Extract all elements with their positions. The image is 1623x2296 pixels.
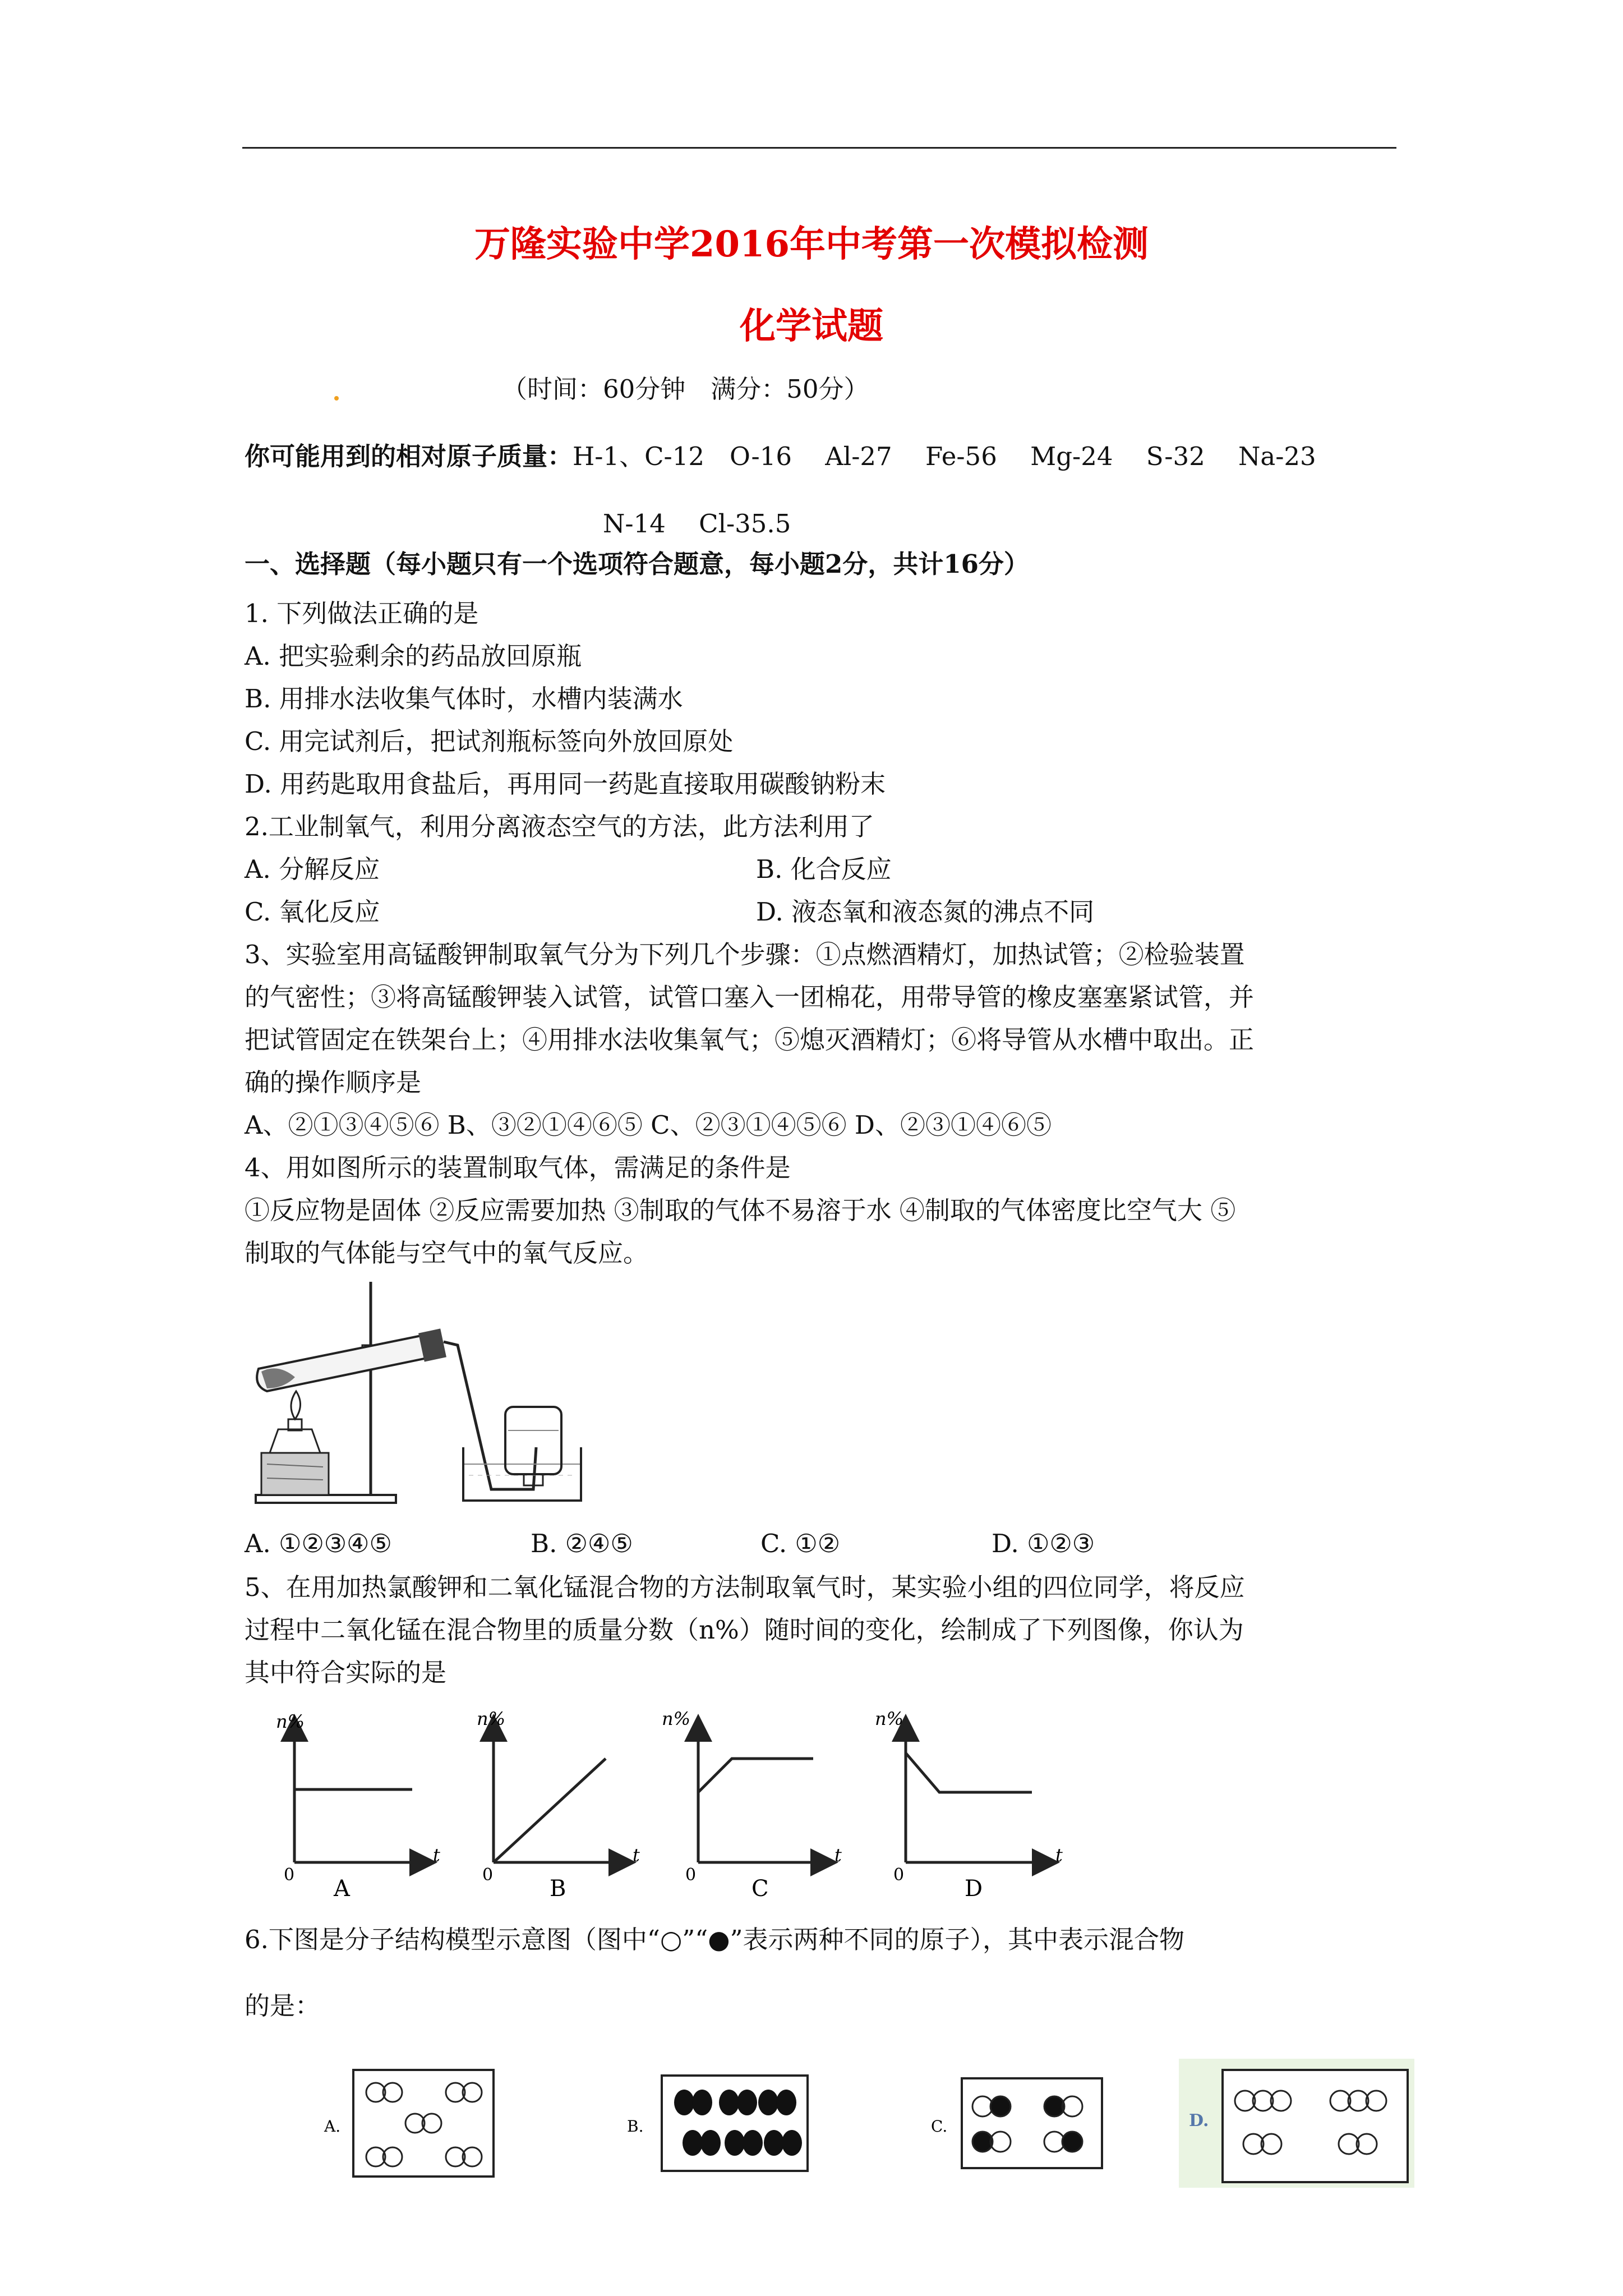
q6-line-1: 6.下图是分子结构模型示意图（图中“○”“●”表示两种不同的原子），其中表示混合物 bbox=[245, 1925, 1184, 1954]
graph-a-ylabel: n% bbox=[276, 1711, 305, 1732]
molecule-box-d bbox=[1179, 2059, 1414, 2188]
q5-line-3: 其中符合实际的是 bbox=[245, 1658, 447, 1687]
gas-apparatus-figure bbox=[245, 1279, 592, 1515]
q4-line-3: 制取的气体能与空气中的氧气反应。 bbox=[245, 1238, 649, 1268]
q2-option-a: A. 分解反应 bbox=[245, 854, 380, 884]
atomic-mass-label: 你可能用到的相对原子质量： bbox=[245, 441, 573, 471]
q3-line-3: 把试管固定在铁架台上；④用排水法收集氧气；⑤熄灭酒精灯；⑥将导管从水槽中取出。正 bbox=[245, 1025, 1255, 1055]
molecule-box-c bbox=[931, 2078, 1102, 2168]
graph-d-ylabel: n% bbox=[875, 1708, 904, 1729]
q4-line-2: ①反应物是固体 ②反应需要加热 ③制取的气体不易溶于水 ④制取的气体密度比空气大 ⑤ bbox=[245, 1195, 1236, 1225]
q4-option-a: A. ①②③④⑤ bbox=[245, 1529, 392, 1558]
q5-line-1: 5、在用加热氯酸钾和二氧化锰混合物的方法制取氧气时，某实验小组的四位同学，将反应 bbox=[245, 1572, 1245, 1602]
q2-stem: 2.工业制氧气，利用分离液态空气的方法，此方法利用了 bbox=[245, 812, 874, 841]
q4-option-d: D. ①②③ bbox=[992, 1529, 1095, 1558]
atomic-mass-line bbox=[245, 440, 1316, 473]
q4-option-c: C. ①② bbox=[760, 1529, 841, 1558]
q1-stem: 1. 下列做法正确的是 bbox=[245, 599, 479, 628]
graph-a-label: A bbox=[334, 1876, 350, 1902]
q1-option-d: D. 用药匙取用食盐后，再用同一药匙直接取用碳酸钠粉末 bbox=[245, 769, 886, 799]
graph-b-label: B bbox=[550, 1876, 566, 1902]
atomic-mass-list-2: N-14 Cl-35.5 bbox=[603, 509, 791, 539]
time-info: （时间：60分钟 满分：50分） bbox=[502, 374, 869, 404]
exam-subtitle: 化学试题 bbox=[740, 305, 883, 347]
q1-option-a: A. 把实验剩余的药品放回原瓶 bbox=[245, 641, 582, 671]
molecule-box-a-label: A. bbox=[324, 2117, 341, 2136]
q5-graphs bbox=[247, 1694, 1122, 1907]
graph-c-xlabel: t bbox=[834, 1844, 842, 1866]
graph-a bbox=[276, 1711, 440, 1902]
graph-c-origin: 0 bbox=[685, 1865, 697, 1885]
q2-option-c: C. 氧化反应 bbox=[245, 897, 380, 927]
graph-a-xlabel: t bbox=[433, 1844, 440, 1866]
graph-c-ylabel: n% bbox=[662, 1708, 691, 1729]
graph-b bbox=[477, 1708, 640, 1902]
graph-d-origin: 0 bbox=[893, 1865, 905, 1885]
q3-line-1: 3、实验室用高锰酸钾制取氧气分为下列几个步骤：①点燃酒精灯，加热试管；②检验装置 bbox=[245, 940, 1245, 969]
q2-option-b: B. 化合反应 bbox=[756, 854, 892, 884]
molecule-box-b-label: B. bbox=[627, 2117, 644, 2136]
molecule-box-d-label: D. bbox=[1189, 2111, 1209, 2131]
q4-line-1: 4、用如图所示的装置制取气体，需满足的条件是 bbox=[245, 1153, 791, 1182]
q6-line-2: 的是： bbox=[245, 1991, 321, 2021]
q3-line-4: 确的操作顺序是 bbox=[245, 1068, 422, 1097]
q1-option-b: B. 用排水法收集气体时，水槽内装满水 bbox=[245, 684, 683, 714]
atomic-mass-list: H-1、C-12 O-16 Al-27 Fe-56 Mg-24 S-32 Na-23 bbox=[573, 441, 1316, 471]
graph-b-ylabel: n% bbox=[477, 1708, 506, 1729]
exam-title: 万隆实验中学2016年中考第一次模拟检测 bbox=[474, 223, 1149, 265]
q4-option-b: B. ②④⑤ bbox=[531, 1529, 633, 1558]
graph-b-origin: 0 bbox=[482, 1865, 494, 1885]
stray-dot bbox=[334, 396, 339, 401]
q3-options: A、②①③④⑤⑥ B、③②①④⑥⑤ C、②③①④⑤⑥ D、②③①④⑥⑤ bbox=[245, 1110, 1052, 1140]
q5-line-2: 过程中二氧化锰在混合物里的质量分数（n%）随时间的变化，绘制成了下列图像，你认为 bbox=[245, 1615, 1244, 1645]
graph-a-origin: 0 bbox=[284, 1865, 295, 1885]
molecule-box-a bbox=[324, 2070, 494, 2177]
graph-d bbox=[875, 1708, 1063, 1902]
molecule-box-c-label: C. bbox=[931, 2117, 948, 2136]
q6-molecule-figures bbox=[303, 2053, 1436, 2199]
q1-option-c: C. 用完试剂后，把试剂瓶标签向外放回原处 bbox=[245, 726, 734, 756]
graph-d-label: D bbox=[965, 1876, 983, 1902]
section-heading: 一、选择题（每小题只有一个选项符合题意，每小题2分，共计16分） bbox=[245, 549, 1029, 579]
graph-d-xlabel: t bbox=[1055, 1844, 1063, 1866]
q2-option-d: D. 液态氧和液态氮的沸点不同 bbox=[756, 897, 1095, 927]
graph-b-xlabel: t bbox=[633, 1844, 640, 1866]
graph-c-label: C bbox=[751, 1876, 769, 1902]
graph-c bbox=[662, 1708, 842, 1902]
q3-line-2: 的气密性；③将高锰酸钾装入试管，试管口塞入一团棉花，用带导管的橡皮塞塞紧试管，并 bbox=[245, 982, 1255, 1012]
header-rule bbox=[242, 147, 1396, 149]
molecule-box-b bbox=[627, 2076, 808, 2171]
